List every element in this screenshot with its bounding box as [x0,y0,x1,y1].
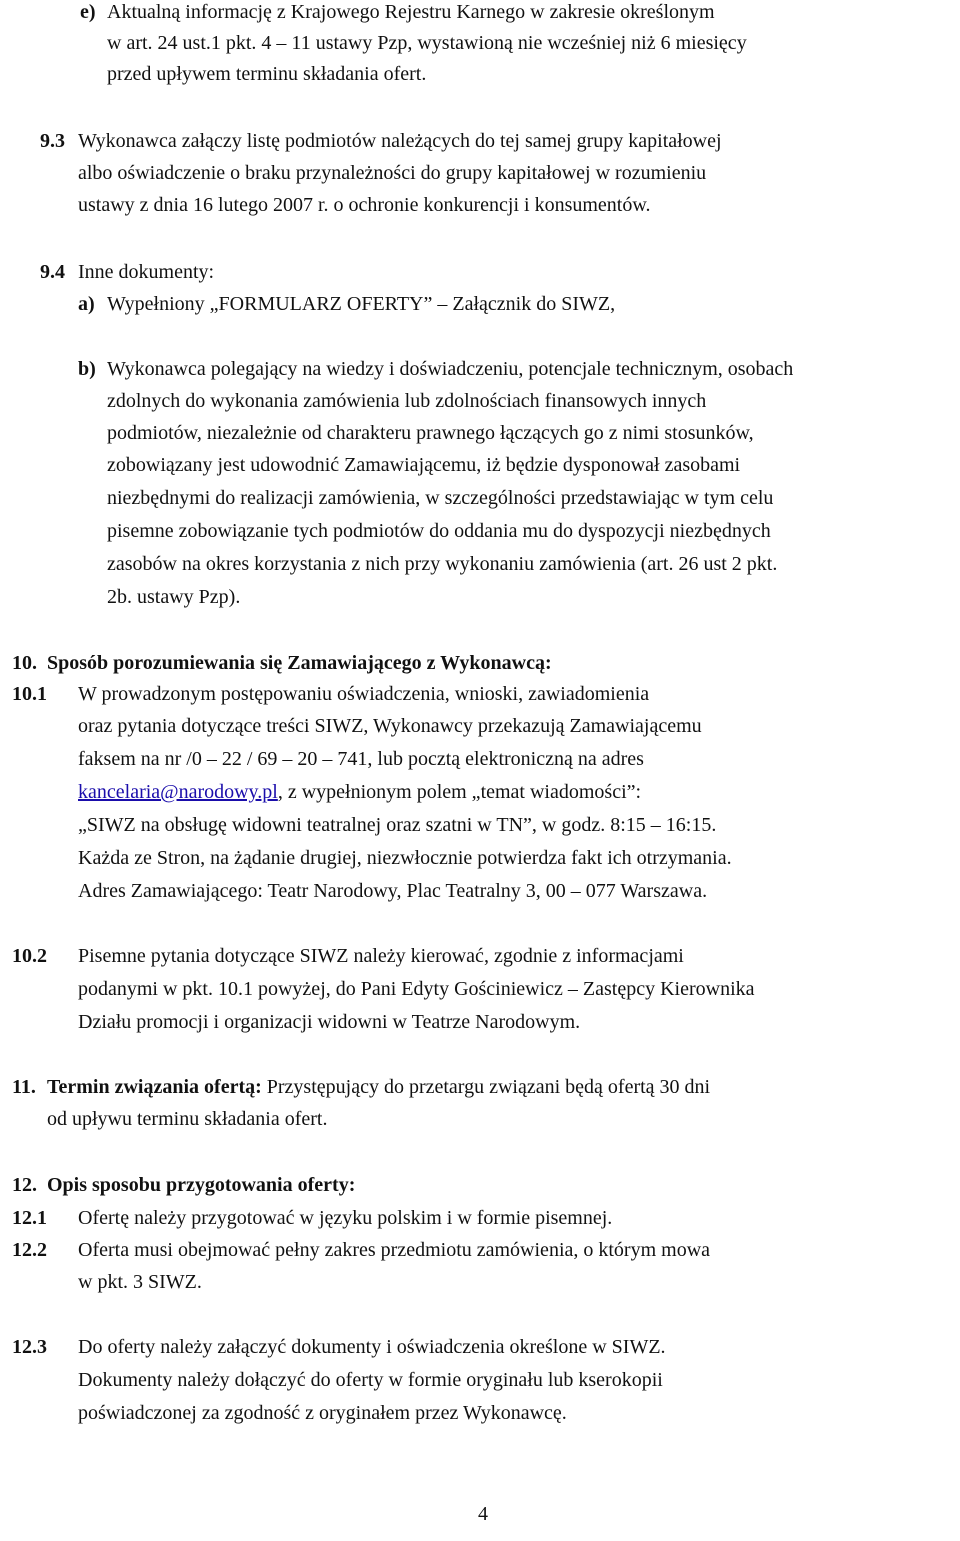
item-b-line-2: zdolnych do wykonania zamówienia lub zdolnościach finansowych innych [107,390,707,412]
section-number-12-3: 12.3 [12,1336,47,1358]
section-number-12: 12. [12,1174,37,1196]
section-10-1-line-7: Adres Zamawiającego: Teatr Narodowy, Plac Teatralny 3, 00 – 077 Warszawa. [78,880,708,902]
item-b-line-7: zasobów na okres korzystania z nich przy wykonaniu zamówienia (art. 26 ust 2 pkt. [107,553,778,575]
section-12-3-line-2: Dokumenty należy dołączyć do oferty w formie oryginału lub kserokopii [78,1369,663,1391]
section-number-10-1: 10.1 [12,683,47,705]
section-11-text: Przystępujący do przetargu związani będą ofertą 30 dni [266,1076,711,1098]
section-10-1-line-4 [78,780,641,804]
section-number-10: 10. [12,652,37,674]
section-number-9-4: 9.4 [40,261,65,283]
item-marker-b: b) [78,358,96,380]
section-9-3-line-1: Wykonawca załączy listę podmiotów należących do tej samej grupy kapitałowej [78,130,722,152]
section-10-2-line-1: Pisemne pytania dotyczące SIWZ należy kierować, zgodnie z informacjami [78,945,684,967]
section-number-12-2: 12.2 [12,1239,47,1261]
item-b-line-1: Wykonawca polegający na wiedzy i doświadczeniu, potencjale technicznym, osobach [107,358,794,380]
email-link[interactable]: kancelaria@narodowy.pl [78,781,278,803]
item-b-line-8: 2b. ustawy Pzp). [107,586,241,608]
section-number-11: 11. [12,1076,36,1098]
item-e-line-1: Aktualną informację z Krajowego Rejestru Karnego w zakresie określonym [107,1,715,23]
section-12-2-line-1: Oferta musi obejmować pełny zakres przedmiotu zamówienia, o którym mowa [78,1239,711,1261]
section-number-10-2: 10.2 [12,945,47,967]
section-10-2-line-2: podanymi w pkt. 10.1 powyżej, do Pani Edyty Gościniewicz – Zastępcy Kierownika [78,978,755,1000]
page-number: 4 [478,1503,488,1525]
section-10-1-line-6: Każda ze Stron, na żądanie drugiej, niezwłocznie potwierdza fakt ich otrzymania. [78,847,732,869]
item-b-line-4: zobowiązany jest udowodnić Zamawiającemu, iż będzie dysponował zasobami [107,454,741,476]
section-12-2-line-2: w pkt. 3 SIWZ. [78,1271,202,1293]
section-12-3-line-3: poświadczonej za zgodność z oryginałem przez Wykonawcę. [78,1402,567,1424]
section-11-heading: Termin związania ofertą: [47,1076,262,1098]
item-a-text: Wypełniony „FORMULARZ OFERTY” – Załącznik do SIWZ, [107,293,616,315]
section-9-3-line-2: albo oświadczenie o braku przynależności do grupy kapitałowej w rozumieniu [78,162,707,184]
section-12-heading: Opis sposobu przygotowania oferty: [47,1174,356,1196]
item-marker-a: a) [78,293,95,315]
section-9-3-line-3: ustawy z dnia 16 lutego 2007 r. o ochronie konkurencji i konsumentów. [78,194,651,216]
section-number-12-1: 12.1 [12,1207,47,1229]
section-10-2-line-3: Działu promocji i organizacji widowni w Teatrze Narodowym. [78,1011,581,1033]
section-11-line-1 [47,1075,710,1099]
item-b-line-3: podmiotów, niezależnie od charakteru prawnego łączących go z nimi stosunków, [107,422,754,444]
item-marker-e: e) [80,1,96,23]
section-number-9-3: 9.3 [40,130,65,152]
item-b-line-6: pisemne zobowiązanie tych podmiotów do oddania mu do dyspozycji niezbędnych [107,520,771,542]
section-10-1-line-3: faksem na nr /0 – 22 / 69 – 20 – 741, lub pocztą elektroniczną na adres [78,748,644,770]
section-10-1-line-4-rest: , z wypełnionym polem „temat wiadomości”: [277,781,642,803]
section-10-1-line-5: „SIWZ na obsługę widowni teatralnej oraz szatni w TN”, w godz. 8:15 – 16:15. [78,814,717,836]
section-10-1-line-2: oraz pytania dotyczące treści SIWZ, Wykonawcy przekazują Zamawiającemu [78,715,702,737]
item-e-line-3: przed upływem terminu składania ofert. [107,63,427,85]
section-10-heading: Sposób porozumiewania się Zamawiającego z Wykonawcą: [47,652,552,674]
section-10-1-line-1: W prowadzonym postępowaniu oświadczenia, wnioski, zawiadomienia [78,683,650,705]
section-11-line-2: od upływu terminu składania ofert. [47,1108,328,1130]
section-9-4-title: Inne dokumenty: [78,261,215,283]
item-b-line-5: niezbędnymi do realizacji zamówienia, w szczególności przedstawiając w tym celu [107,487,774,509]
item-e-line-2: w art. 24 ust.1 pkt. 4 – 11 ustawy Pzp, wystawioną nie wcześniej niż 6 miesięcy [107,32,747,54]
section-12-1-text: Ofertę należy przygotować w języku polskim i w formie pisemnej. [78,1207,613,1229]
section-12-3-line-1: Do oferty należy załączyć dokumenty i oświadczenia określone w SIWZ. [78,1336,666,1358]
